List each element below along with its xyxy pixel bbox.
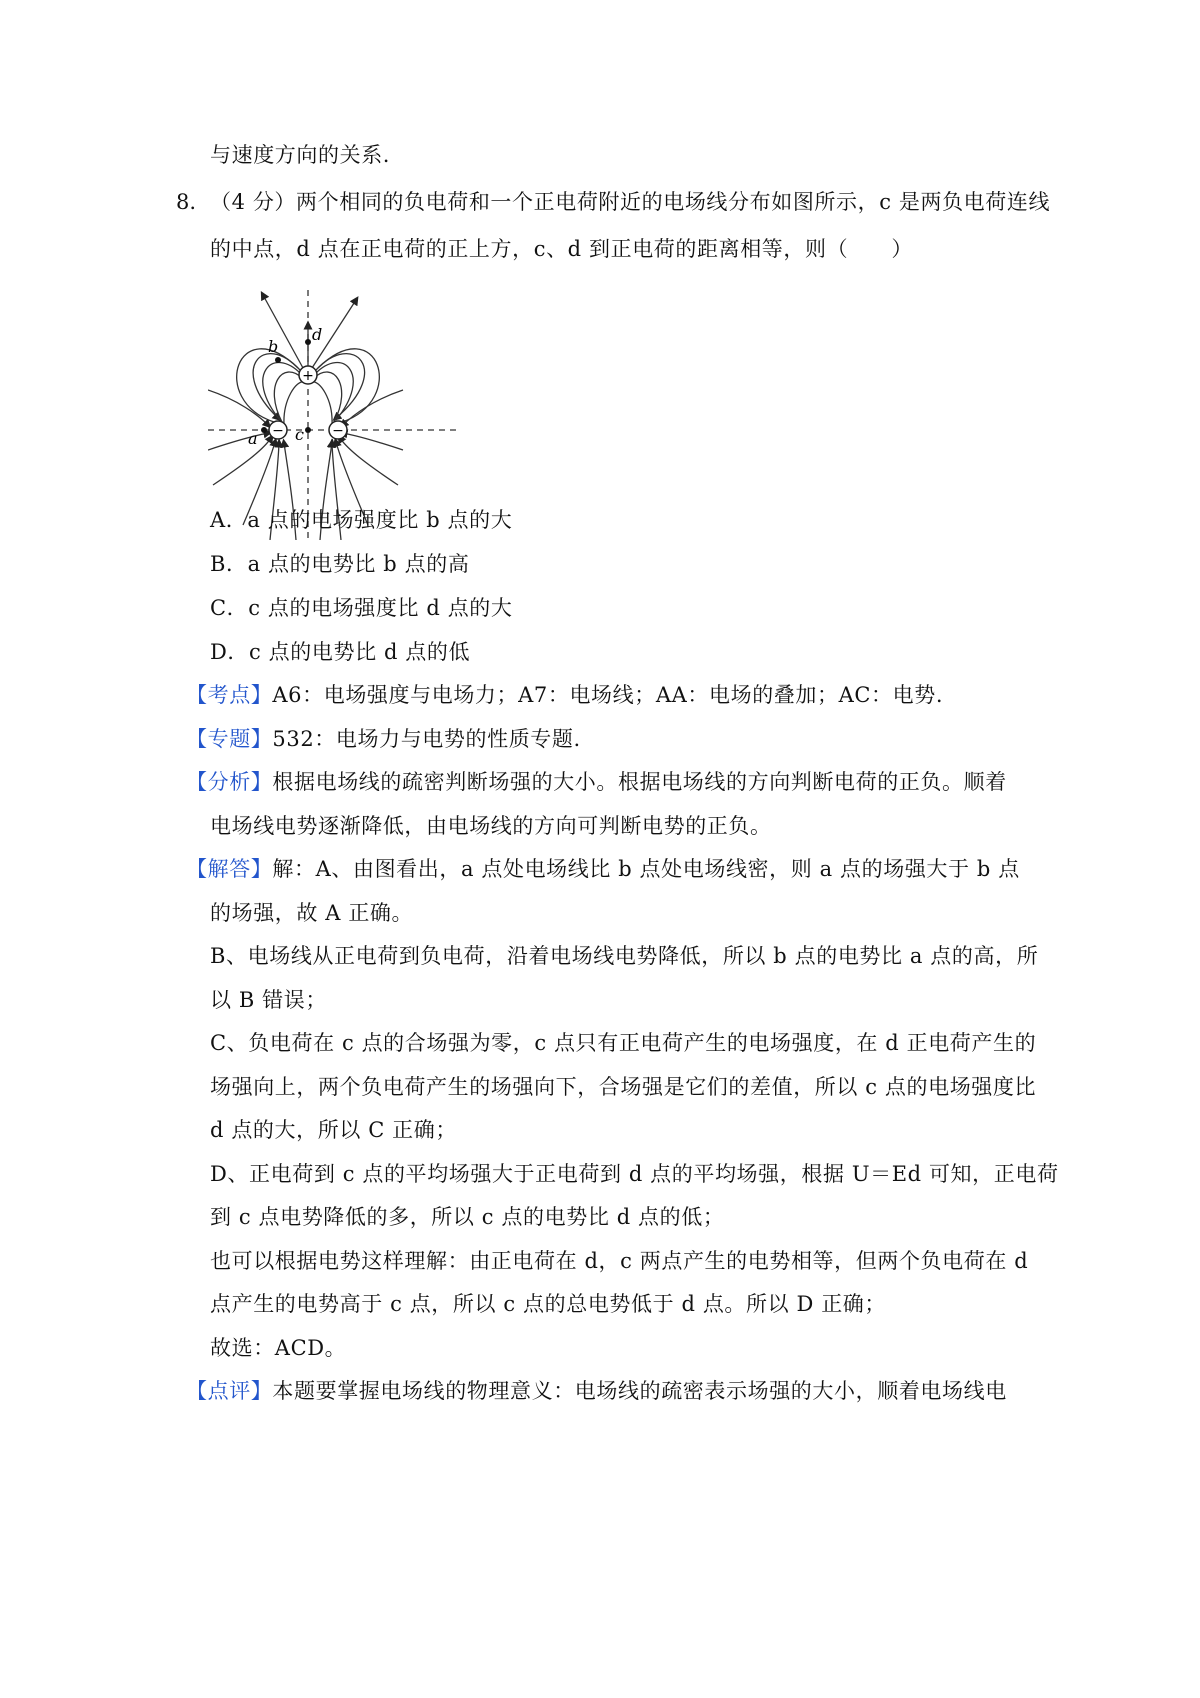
fenxi-text-1: 根据电场线的疏密判断场强的大小。根据电场线的方向判断电荷的正负。顺着: [272, 770, 1007, 794]
point-b-label: b: [268, 337, 279, 356]
point-d-dot: [305, 339, 311, 345]
jieda-line-12: 故选：ACD。: [210, 1336, 347, 1360]
kaodian-text: A6：电场强度与电场力；A7：电场线；AA：电场的叠加；AC：电势.: [272, 683, 944, 707]
negative-charge-left-label: −: [272, 423, 284, 439]
zhuanti-line: [186, 724, 581, 754]
dianping-text: 本题要掌握电场线的物理意义：电场线的疏密表示场强的大小，顺着电场线电: [272, 1379, 1007, 1403]
question-stem-line-2: 的中点，d 点在正电荷的正上方，c、d 到正电荷的距离相等，则（ ）: [210, 237, 913, 261]
point-c-dot: [305, 427, 311, 433]
jieda-line-11: 点产生的电势高于 c 点，所以 c 点的总电势低于 d 点。所以 D 正确；: [210, 1292, 887, 1316]
jieda-line-8: D、正电荷到 c 点的平均场强大于正电荷到 d 点的平均场强，根据 U＝Ed 可知，正电荷: [210, 1162, 1059, 1186]
positive-charge: [299, 366, 317, 384]
question-number: 8.: [176, 190, 197, 214]
positive-charge-label: +: [302, 368, 314, 384]
jieda-tag: 【解答】: [186, 857, 273, 881]
jieda-line-5: C、负电荷在 c 点的合场强为零，c 点只有正电荷产生的电场强度，在 d 正电荷产生的: [210, 1031, 1037, 1055]
jieda-text-1: 解：A、由图看出，a 点处电场线比 b 点处电场线密，则 a 点的场强大于 b 点: [272, 857, 1020, 881]
jieda-line-10: 也可以根据电势这样理解：由正电荷在 d，c 两点产生的电势相等，但两个负电荷在 d: [210, 1249, 1029, 1273]
jieda-line-2: 的场强，故 A 正确。: [210, 901, 414, 925]
dianping-tag: 【点评】: [186, 1379, 273, 1403]
electric-field-diagram: [208, 290, 458, 540]
negative-charge-right: [329, 421, 347, 439]
option-c: C．c 点的电场强度比 d 点的大: [210, 596, 513, 620]
option-b: B．a 点的电势比 b 点的高: [210, 552, 470, 576]
kaodian-tag: 【考点】: [186, 683, 273, 707]
question-stem-line-1: （4 分）两个相同的负电荷和一个正电荷附近的电场线分布如图所示，c 是两负电荷连线: [210, 190, 1051, 214]
option-d: D．c 点的电势比 d 点的低: [210, 640, 471, 664]
jieda-line-7: d 点的大，所以 C 正确；: [210, 1118, 457, 1142]
fenxi-line-2: 电场线电势逐渐降低，由电场线的方向可判断电势的正负。: [210, 814, 772, 838]
jieda-line-9: 到 c 点电势降低的多，所以 c 点的电势比 d 点的低；: [210, 1205, 725, 1229]
jieda-line-6: 场强向上，两个负电荷产生的场强向下，合场强是它们的差值，所以 c 点的电场强度比: [210, 1075, 1037, 1099]
point-d-label: d: [312, 325, 323, 344]
zhuanti-text: 532：电场力与电势的性质专题.: [272, 727, 581, 751]
point-a-label: a: [248, 429, 258, 448]
kaodian-line: [186, 680, 943, 710]
fenxi-tag: 【分析】: [186, 770, 273, 794]
previous-answer-tail: 与速度方向的关系.: [210, 143, 391, 167]
negative-charge-right-label: −: [332, 423, 344, 439]
jieda-line-3: B、电场线从正电荷到负电荷，沿着电场线电势降低，所以 b 点的电势比 a 点的高，所: [210, 944, 1039, 968]
point-c-label: c: [295, 425, 304, 444]
dianping-line: [186, 1376, 1007, 1406]
point-a-dot: [261, 427, 267, 433]
fenxi-line-1: [186, 767, 1007, 797]
point-b-dot: [275, 357, 281, 363]
option-a: A．a 点的电场强度比 b 点的大: [210, 508, 513, 532]
zhuanti-tag: 【专题】: [186, 727, 273, 751]
jieda-line-1: [186, 854, 1020, 884]
negative-charge-left: [269, 421, 287, 439]
jieda-line-4: 以 B 错误；: [210, 988, 327, 1012]
